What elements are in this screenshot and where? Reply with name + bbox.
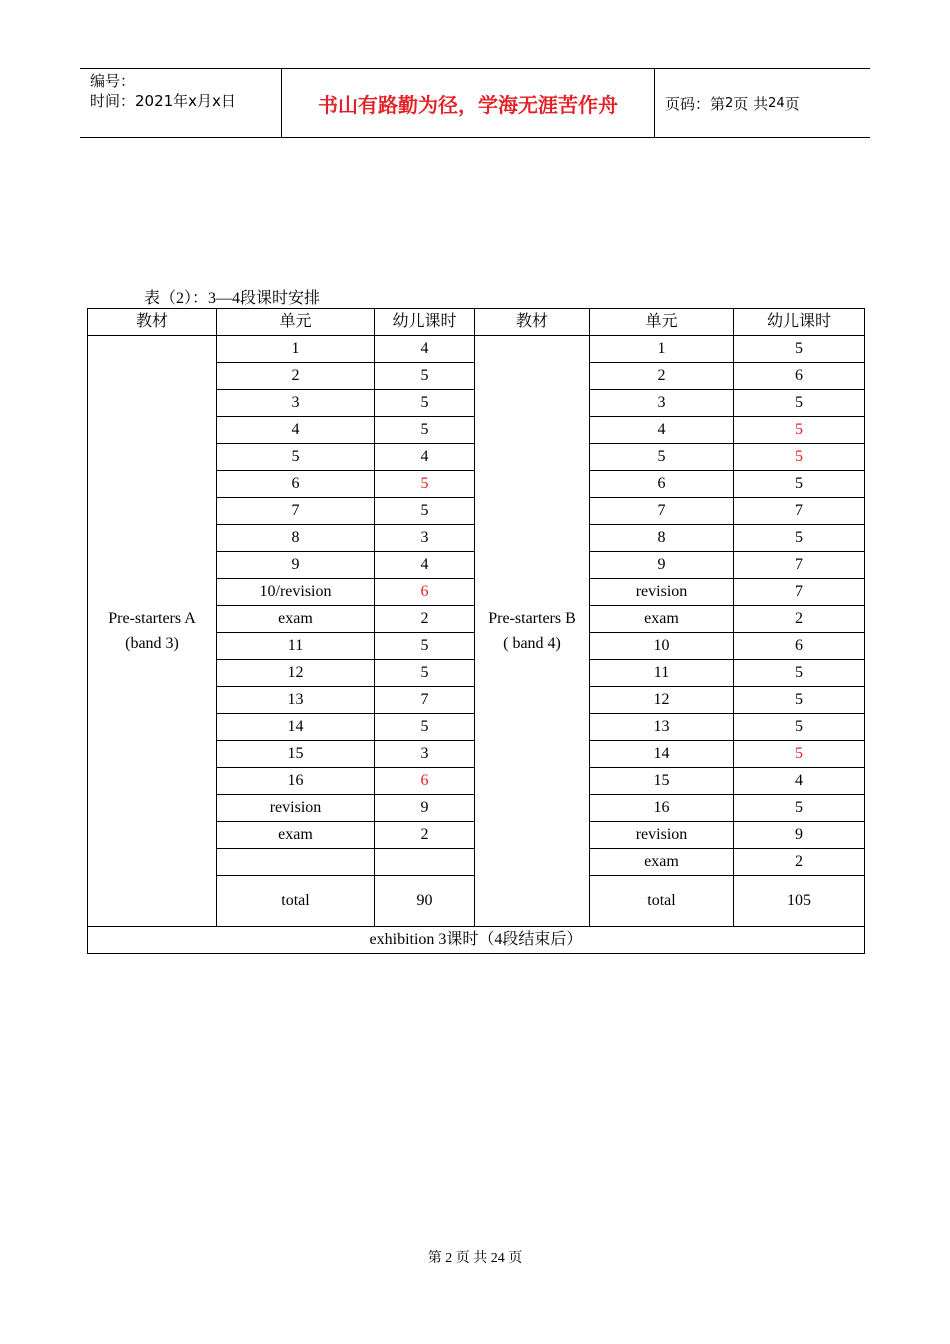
note-row <box>88 927 865 954</box>
hours-b-cell: 5 <box>734 336 865 363</box>
hours-b-cell: 5 <box>734 390 865 417</box>
hours-b-cell: 5 <box>734 471 865 498</box>
hours-a-cell: 2 <box>375 606 475 633</box>
page-header <box>80 68 870 138</box>
textbook-a-line2: (band 3) <box>125 634 179 652</box>
unit-b-cell: 6 <box>590 471 734 498</box>
unit-a-cell: 2 <box>217 363 375 390</box>
unit-b-cell: 7 <box>590 498 734 525</box>
header-cell: 教材 <box>475 309 590 336</box>
unit-a-cell: exam <box>217 606 375 633</box>
hours-a-cell: 3 <box>375 741 475 768</box>
hours-b-cell: 5 <box>734 444 865 471</box>
unit-b-cell: 3 <box>590 390 734 417</box>
unit-b-cell: 12 <box>590 687 734 714</box>
hours-a-cell: 6 <box>375 579 475 606</box>
unit-b-cell: revision <box>590 822 734 849</box>
unit-b-cell: 9 <box>590 552 734 579</box>
hours-b-cell: 5 <box>734 741 865 768</box>
unit-a-cell: 15 <box>217 741 375 768</box>
unit-a-cell: 10/revision <box>217 579 375 606</box>
hours-b-cell: 6 <box>734 363 865 390</box>
unit-a-cell: 14 <box>217 714 375 741</box>
header-cell: 幼儿课时 <box>375 309 475 336</box>
hours-a-cell: 4 <box>375 444 475 471</box>
hours-b-cell: 5 <box>734 417 865 444</box>
page-footer: 第 2 页 共 24 页 <box>427 1251 523 1266</box>
unit-a-cell: 4 <box>217 417 375 444</box>
textbook-a <box>88 336 217 927</box>
textbook-b-line2: ( band 4) <box>503 634 561 652</box>
unit-a-cell: 7 <box>217 498 375 525</box>
unit-a-cell <box>217 849 375 876</box>
unit-b-cell: 4 <box>590 417 734 444</box>
unit-b-cell: 15 <box>590 768 734 795</box>
hours-b-cell: 9 <box>734 822 865 849</box>
total-b-value: 105 <box>734 876 865 927</box>
table-header-row <box>88 309 865 336</box>
hours-b-cell: 5 <box>734 525 865 552</box>
hours-a-cell: 5 <box>375 471 475 498</box>
unit-a-cell: 9 <box>217 552 375 579</box>
unit-a-cell: revision <box>217 795 375 822</box>
hours-a-cell: 9 <box>375 795 475 822</box>
total-a-value: 90 <box>375 876 475 927</box>
unit-b-cell: 8 <box>590 525 734 552</box>
hours-b-cell: 2 <box>734 849 865 876</box>
unit-a-cell: 16 <box>217 768 375 795</box>
table-caption: 表（2）：3—4段课时安排 <box>144 290 321 307</box>
page-mid: 页 共 <box>733 94 769 113</box>
unit-b-cell: exam <box>590 606 734 633</box>
table-row <box>88 336 865 363</box>
header-page-info <box>655 69 870 137</box>
unit-b-cell: revision <box>590 579 734 606</box>
hours-b-cell: 7 <box>734 552 865 579</box>
exhibition-note: exhibition 3课时（4段结束后） <box>88 927 865 954</box>
unit-b-cell: 16 <box>590 795 734 822</box>
hours-a-cell: 5 <box>375 498 475 525</box>
unit-b-cell: 10 <box>590 633 734 660</box>
page-prefix: 页码：第 <box>665 94 726 113</box>
unit-b-cell: 5 <box>590 444 734 471</box>
hours-b-cell: 6 <box>734 633 865 660</box>
hours-a-cell: 5 <box>375 390 475 417</box>
header-meta <box>80 69 282 137</box>
hours-a-cell: 5 <box>375 660 475 687</box>
schedule-table <box>87 308 865 954</box>
page-total: 24 <box>768 95 785 111</box>
total-a-label: total <box>217 876 375 927</box>
hours-a-cell: 4 <box>375 336 475 363</box>
header-cell: 教材 <box>88 309 217 336</box>
time-label: 时间：2021年x月x日 <box>90 92 236 110</box>
hours-b-cell: 5 <box>734 714 865 741</box>
total-b-label: total <box>590 876 734 927</box>
unit-a-cell: exam <box>217 822 375 849</box>
unit-a-cell: 5 <box>217 444 375 471</box>
unit-a-cell: 12 <box>217 660 375 687</box>
header-cell: 幼儿课时 <box>734 309 865 336</box>
hours-b-cell: 5 <box>734 687 865 714</box>
textbook-b-line1: Pre-starters B <box>488 609 576 627</box>
hours-a-cell: 5 <box>375 363 475 390</box>
hours-b-cell: 7 <box>734 579 865 606</box>
unit-a-cell: 8 <box>217 525 375 552</box>
header-motto: 书山有路勤为径，学海无涯苦作舟 <box>282 69 655 137</box>
hours-a-cell: 5 <box>375 417 475 444</box>
hours-b-cell: 7 <box>734 498 865 525</box>
hours-a-cell: 5 <box>375 714 475 741</box>
hours-b-cell: 2 <box>734 606 865 633</box>
header-cell: 单元 <box>590 309 734 336</box>
hours-a-cell: 5 <box>375 633 475 660</box>
unit-b-cell: 1 <box>590 336 734 363</box>
hours-b-cell: 5 <box>734 660 865 687</box>
hours-b-cell: 4 <box>734 768 865 795</box>
textbook-b <box>475 336 590 927</box>
hours-a-cell: 4 <box>375 552 475 579</box>
unit-a-cell: 11 <box>217 633 375 660</box>
unit-a-cell: 3 <box>217 390 375 417</box>
textbook-a-line1: Pre-starters A <box>108 609 196 627</box>
unit-b-cell: 11 <box>590 660 734 687</box>
unit-a-cell: 6 <box>217 471 375 498</box>
unit-a-cell: 13 <box>217 687 375 714</box>
page-suffix: 页 <box>784 94 800 113</box>
hours-a-cell <box>375 849 475 876</box>
header-cell: 单元 <box>217 309 375 336</box>
unit-b-cell: 14 <box>590 741 734 768</box>
hours-a-cell: 6 <box>375 768 475 795</box>
hours-b-cell: 5 <box>734 795 865 822</box>
unit-b-cell: 2 <box>590 363 734 390</box>
number-label: 编号： <box>90 72 136 90</box>
page-number: 2 <box>725 95 734 111</box>
unit-b-cell: 13 <box>590 714 734 741</box>
hours-a-cell: 2 <box>375 822 475 849</box>
unit-b-cell: exam <box>590 849 734 876</box>
unit-a-cell: 1 <box>217 336 375 363</box>
hours-a-cell: 3 <box>375 525 475 552</box>
hours-a-cell: 7 <box>375 687 475 714</box>
